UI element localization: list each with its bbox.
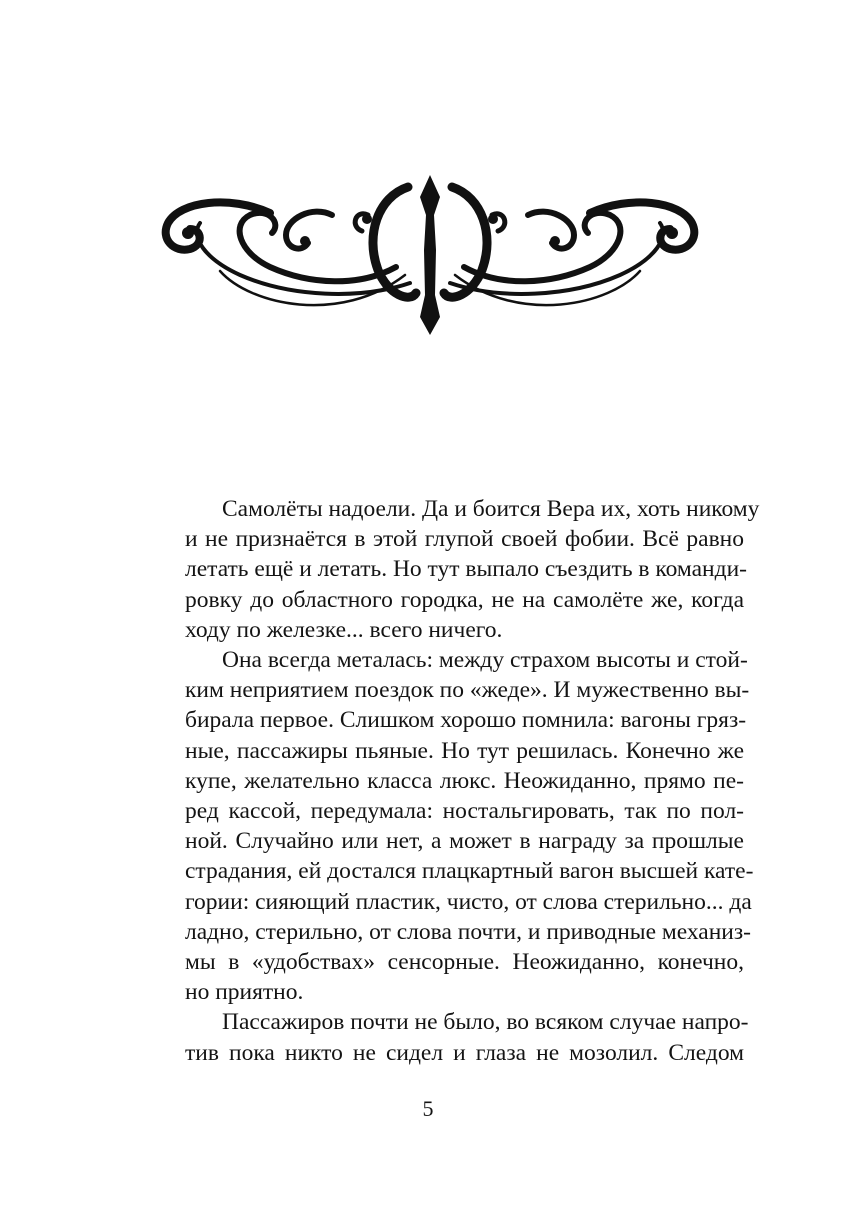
text-line: Она всегда металась: между страхом высоты и стой- [222, 647, 748, 674]
flourish-ornament-icon [160, 175, 700, 340]
text-line: Пассажиров почти не было, во всяком случае напро- [222, 1009, 749, 1036]
text-line: тив пока никто не сидел и глаза не мозолил. Следом [185, 1039, 744, 1066]
text-line: Самолёты надоели. Да и боится Вера их, хоть никому [222, 496, 760, 522]
text-line: купе, желательно класса люкс. Неожиданно, прямо пе- [185, 767, 744, 794]
text-line: ровку до областного городка, не на самолёте же, когда [185, 586, 744, 613]
paragraph-1 [148, 494, 760, 645]
text-line: гории: сияющий пластик, чисто, от слова стерильно... да [185, 888, 752, 915]
page-number: 5 [422, 1096, 434, 1121]
text-line: ким неприятием поездок по «жеде». И мужественно вы- [185, 677, 750, 704]
paragraph-2 [148, 645, 754, 1007]
text-line: ной. Случайно или нет, а может в награду за прошлые [185, 828, 744, 855]
body-text [148, 494, 760, 1068]
text-line: ходу по железке... всего ничего. [185, 616, 503, 643]
text-line: страдания, ей достался плацкартный вагон высшей кате- [185, 858, 754, 885]
paragraph-3 [148, 1007, 749, 1067]
text-line: и не признаётся в этой глупой своей фобии. Всё равно [185, 526, 744, 553]
text-line: бирала первое. Слишком хорошо помнила: вагоны гряз- [185, 707, 747, 734]
text-line: ные, пассажиры пьяные. Но тут решилась. Конечно же [185, 737, 744, 764]
text-line: ред кассой, передумала: ностальгировать, так по пол- [185, 798, 744, 825]
text-line: ладно, стерильно, от слова почти, и приводные механиз- [185, 918, 751, 945]
text-line: мы в «удобствах» сенсорные. Неожиданно, конечно, [185, 949, 744, 976]
text-line: но приятно. [185, 979, 304, 1006]
text-line: летать ещё и летать. Но тут выпало съездить в команди- [185, 556, 747, 583]
